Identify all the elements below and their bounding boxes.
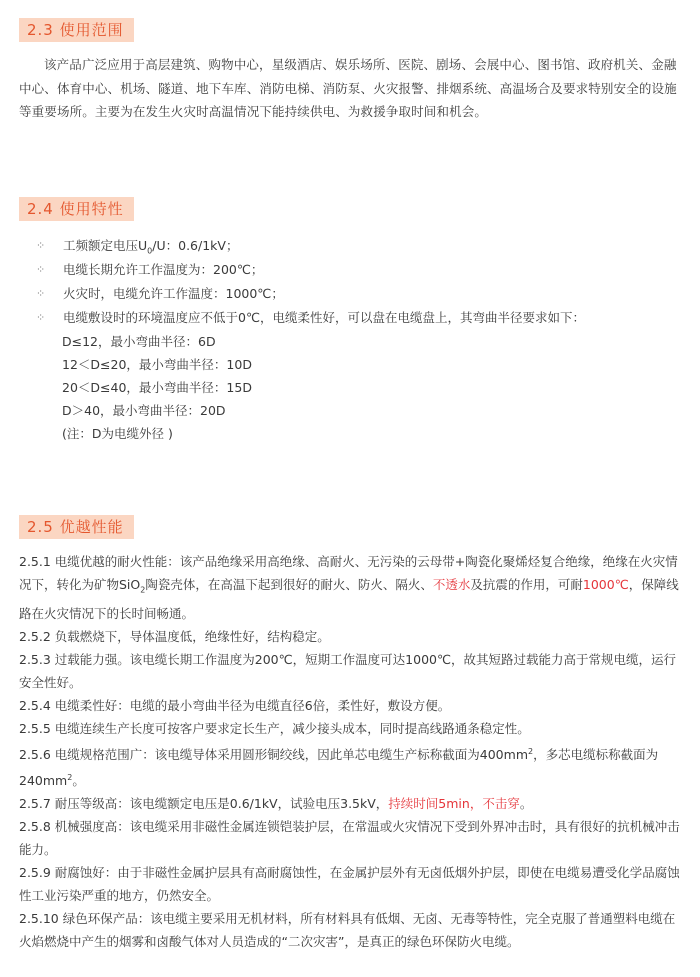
section-title-2-3: 2.3 使用范围 [19, 18, 134, 42]
bend-radius-row: 12＜D≤20，最小弯曲半径：10D [62, 357, 252, 372]
diamond-dots-icon: ⁘ [36, 263, 46, 276]
advantages-list [19, 550, 683, 953]
advantage-item: 2.5.4 电缆柔性好：电缆的最小弯曲半径为电缆直径6倍，柔性好，敷设方便。 [19, 697, 451, 713]
diamond-dots-icon: ⁘ [36, 239, 46, 252]
advantage-item: 2.5.9 耐腐蚀好：由于非磁性金属护层具有高耐腐蚀性，在金属护层外有无卤低烟外护层，即使在电缆易遭受化学品腐蚀性工业污染严重的地方，仍然安全。 [19, 864, 680, 903]
advantage-item: 2.5.3 过载能力强。该电缆长期工作温度为200℃，短期工作温度可达1000℃，故其短路过载能力高于常规电缆，运行安全性好。 [19, 651, 677, 690]
bend-radius-note: (注：D为电缆外径 ) [62, 426, 173, 441]
advantage-item: 2.5.1 电缆优越的耐火性能：该产品绝缘采用高绝缘、高耐火、无污染的云母带+陶瓷化聚烯烃复合绝缘，绝缘在火灾情况下，转化为矿物SiO$_2$陶瓷壳体，在高温下起到很好的耐火、防火、隔火、不透水及抗震的作用，可耐1000℃，保障线路在火灾情况下的长时间畅通。 [19, 554, 679, 621]
bend-radius-list [62, 330, 462, 445]
section-title-2-5: 2.5 优越性能 [19, 515, 134, 539]
highlight-text: 1000℃ [582, 577, 629, 592]
advantage-item: 2.5.2 负载燃烧下，导体温度低，绝缘性好，结构稳定。 [19, 628, 330, 644]
diamond-dots-icon: ⁘ [36, 311, 46, 324]
bend-radius-row: 20＜D≤40，最小弯曲半径：15D [62, 380, 252, 395]
diamond-dots-icon: ⁘ [36, 287, 46, 300]
characteristics-list [36, 234, 676, 330]
advantage-item: 2.5.10 绿色环保产品：该电缆主要采用无机材料，所有材料具有低烟、无卤、无毒等特性，完全克服了普通塑料电缆在火焰燃烧中产生的烟雾和卤酸气体对人员造成的“二次灾害”，是真正的绿色环保防火电缆。 [19, 910, 676, 949]
advantage-item: 2.5.7 耐压等级高：该电缆额定电压是0.6/1kV，试验电压3.5kV，持续时间5min，不击穿。 [19, 795, 533, 811]
characteristic-item: ⁘ 火灾时，电缆允许工作温度：1000℃； [36, 282, 676, 306]
characteristic-item: ⁘ 电缆敷设时的环境温度应不低于0℃，电缆柔性好，可以盘在电缆盘上，其弯曲半径要求如下： [36, 306, 676, 330]
characteristic-item: ⁘ 工频额定电压$U_0/U$：0.6/1kV； [36, 234, 676, 258]
advantage-item: 2.5.8 机械强度高：该电缆采用非磁性金属连锁铠装护层，在常温或火灾情况下受到外界冲击时，具有很好的抗机械冲击能力。 [19, 818, 680, 857]
highlight-text: 不透水 [432, 577, 471, 592]
characteristic-item: ⁘ 电缆长期允许工作温度为：200℃； [36, 258, 676, 282]
bend-radius-row: D≤12，最小弯曲半径：6D [62, 334, 216, 349]
section-title-2-4: 2.4 使用特性 [19, 197, 134, 221]
advantage-item: 2.5.6 电缆规格范围广：该电缆导体采用圆形铜绞线，因此单芯电缆生产标称截面为$400mm^2$，多芯电缆标称截面为$240mm^2$。 [19, 746, 659, 788]
advantage-item: 2.5.5 电缆连续生产长度可按客户要求定长生产，减少接头成本，同时提高线路通条稳定性。 [19, 720, 530, 736]
highlight-text: 持续时间5min，不击穿 [388, 795, 520, 811]
bend-radius-row: D＞40，最小弯曲半径：20D [62, 403, 226, 418]
usage-scope-paragraph: 该产品广泛应用于高层建筑、购物中心，星级酒店、娱乐场所、医院、剧场、会展中心、图书馆、政府机关、金融中心、体育中心、机场、隧道、地下车库、消防电梯、消防泵、火灾报警、排烟系统、高温场合及要求特别安全的设施等重要场所。主要为在发生火灾时高温情况下能持续供电、为救援争取时间和机会。 [19, 57, 677, 119]
